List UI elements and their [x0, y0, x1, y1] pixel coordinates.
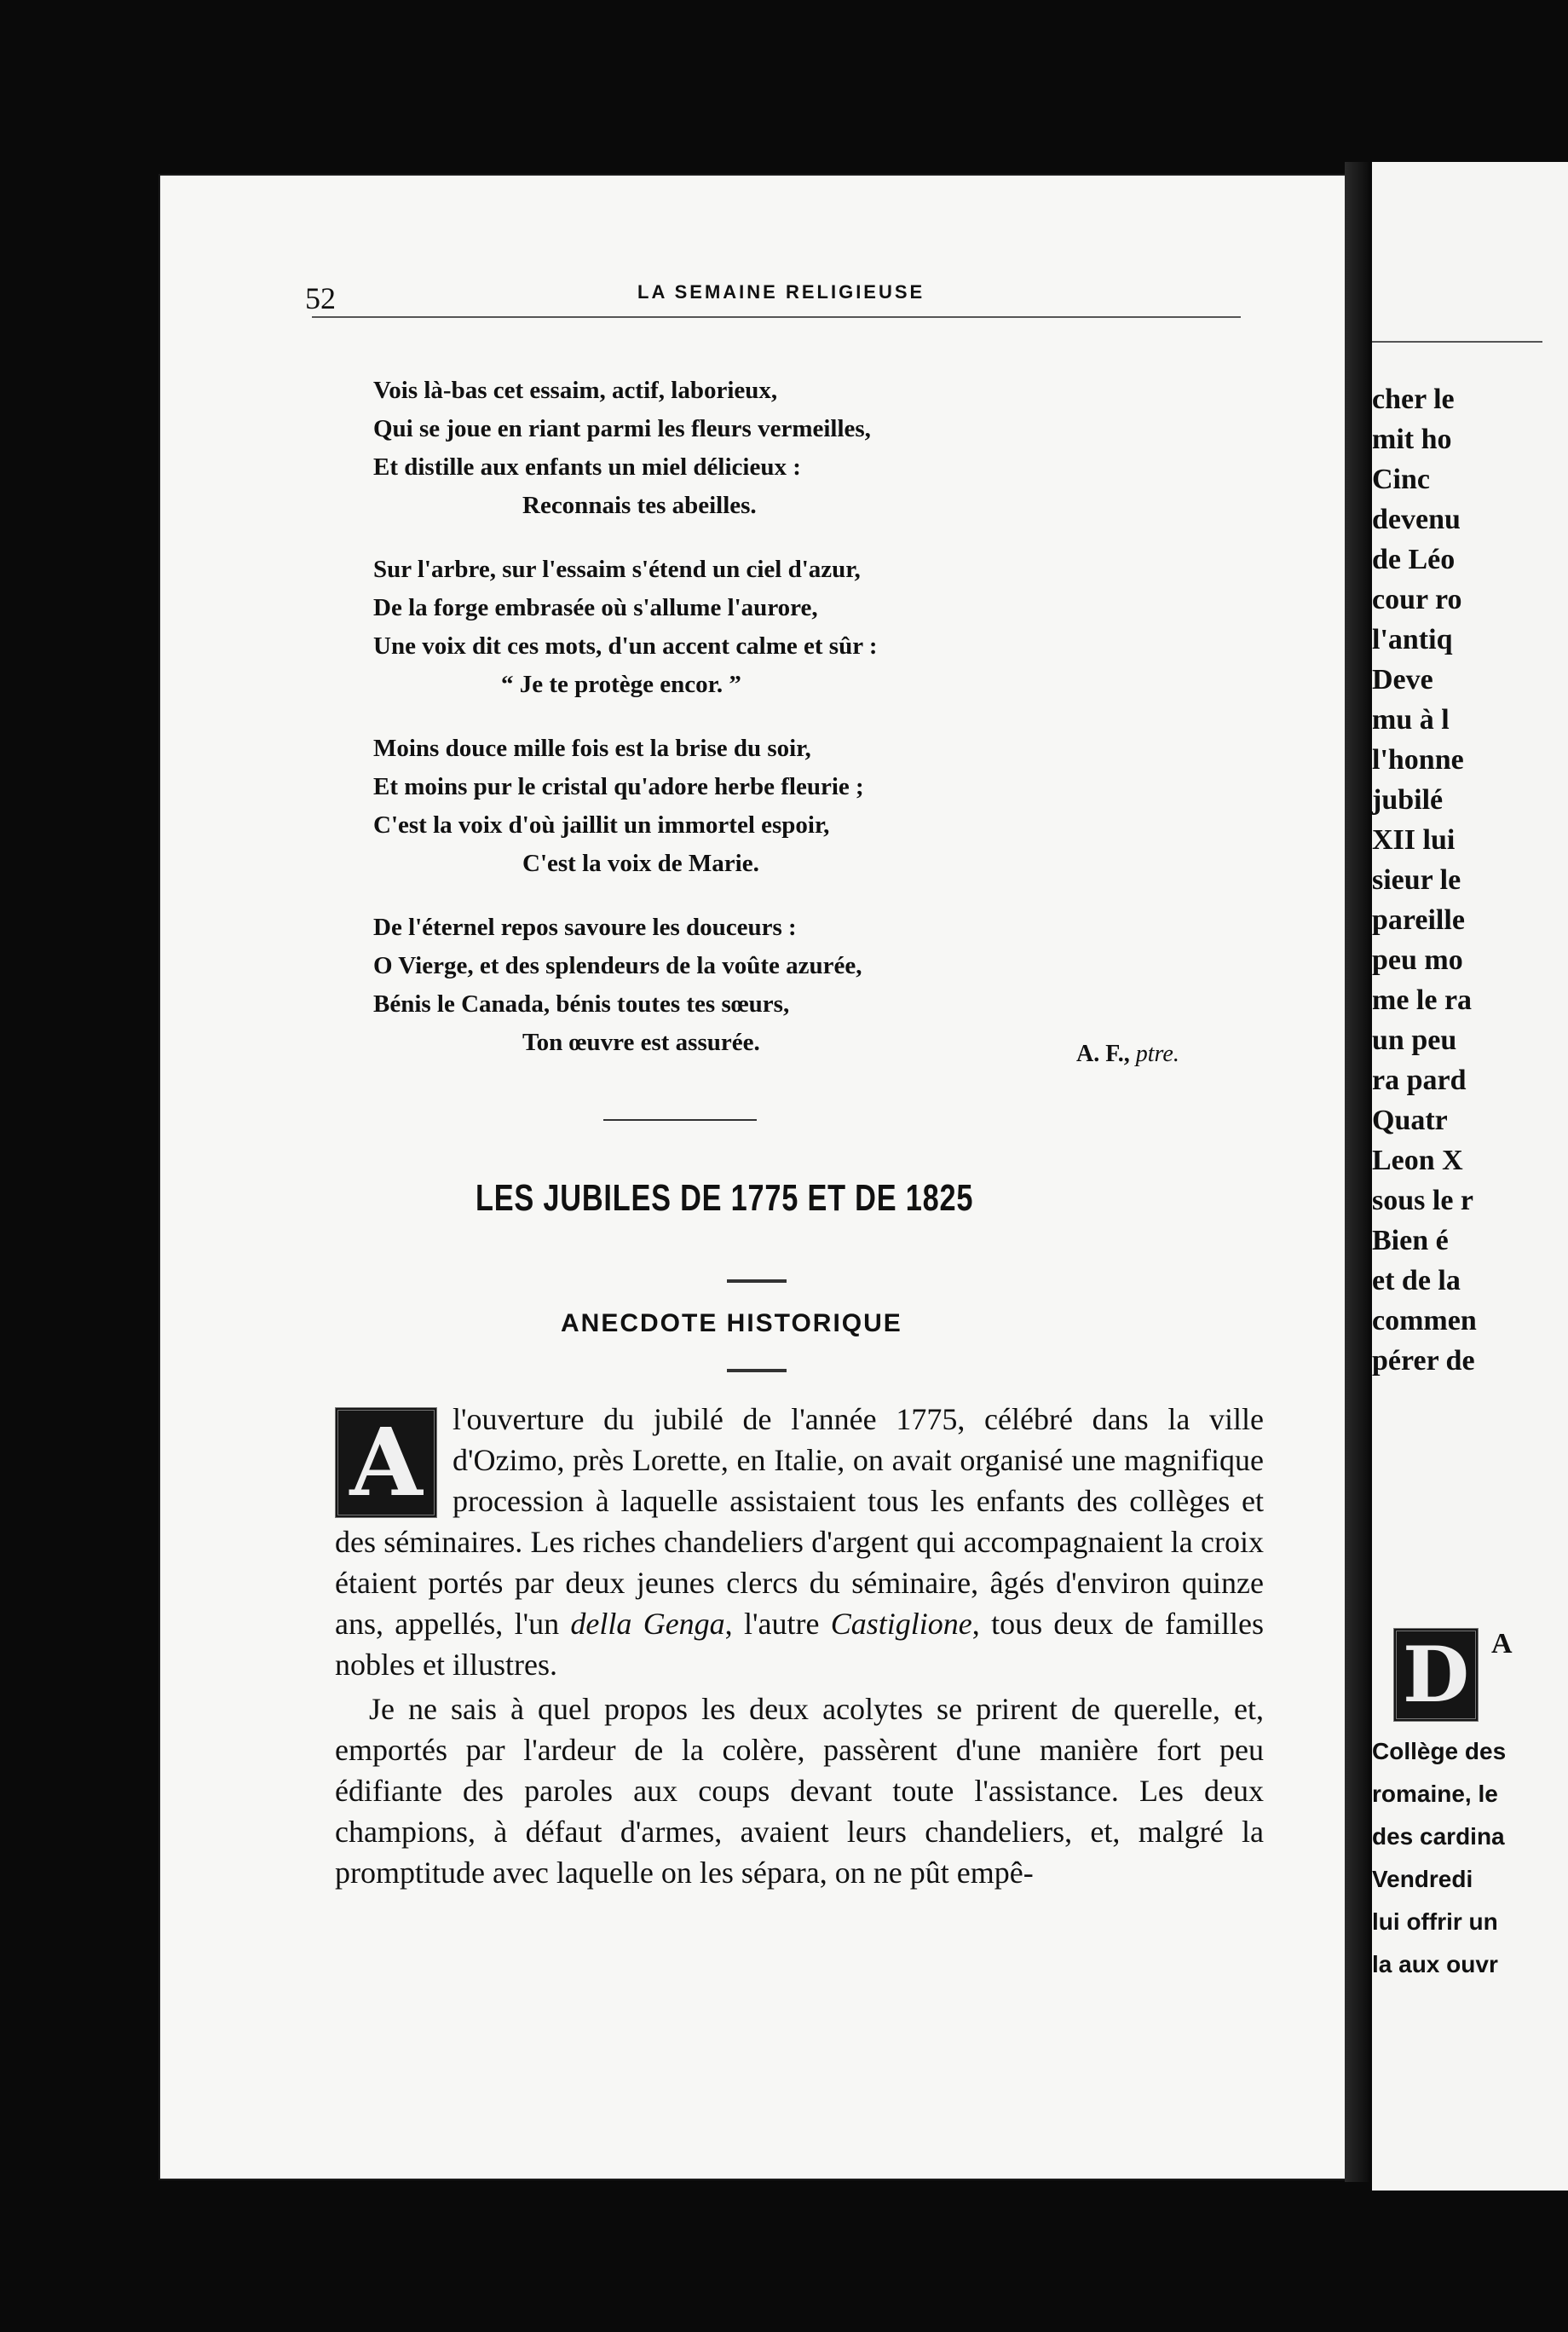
poem-line: O Vierge, et des splendeurs de la voûte azurée,	[373, 952, 862, 979]
poem-stanza	[373, 730, 1225, 883]
right-page-line: la aux ouvr	[1372, 1951, 1498, 1977]
right-page-line: un peu	[1372, 1025, 1457, 1056]
article-paragraph	[335, 1399, 1264, 1685]
poem-line: C'est la voix d'où jaillit un immortel espoir,	[373, 811, 830, 839]
right-page-text	[1372, 379, 1477, 1381]
right-page-line: sieur le	[1372, 864, 1461, 896]
right-page-line: peu mo	[1372, 944, 1463, 976]
person-name: Castiglione	[830, 1607, 972, 1641]
right-page-text	[1372, 1730, 1506, 1986]
poem-stanza	[373, 372, 1225, 525]
right-page-line: Collège des	[1372, 1738, 1507, 1764]
running-head: LA SEMAINE RELIGIEUSE	[637, 281, 925, 303]
article-body	[335, 1399, 1264, 1893]
right-page-line: XII lui	[1372, 824, 1456, 856]
header-rule	[312, 316, 1241, 318]
right-page-line: Cinc	[1372, 464, 1430, 495]
right-page-line: des cardina	[1372, 1823, 1505, 1850]
right-page-line: romaine, le	[1372, 1781, 1498, 1807]
poem-line: Moins douce mille fois est la brise du soir,	[373, 735, 811, 762]
right-page-line: lui offrir un	[1372, 1908, 1498, 1935]
poem-line: Vois là-bas cet essaim, actif, laborieux,	[373, 377, 778, 404]
paragraph-text: , tous deux de familles nobles et illustres.	[335, 1607, 1264, 1682]
right-page	[1372, 162, 1568, 2191]
header-rule	[1372, 341, 1542, 343]
poem-line: De la forge embrasée où s'allume l'aurore,	[373, 594, 818, 621]
right-page-line: mit ho	[1372, 424, 1452, 455]
article-paragraph: Je ne sais à quel propos les deux acolytes se prirent de querelle, et, emportés par l'ardeur de la colère, passèrent d'une manière fort peu édifiante des paroles aux coups devant toute l'assistance. Les deux champions, à défaut d'armes, avaient leurs chandeliers, et, malgré la promptitude avec laquelle on les sépara, on ne pût empê-	[335, 1692, 1264, 1890]
poem-line: Et distille aux enfants un miel délicieux :	[373, 453, 801, 481]
section-divider	[603, 1119, 757, 1121]
poem-line: Une voix dit ces mots, d'un accent calme et sûr :	[373, 632, 878, 660]
person-name: della Genga	[570, 1607, 725, 1641]
right-page-line: pareille	[1372, 904, 1465, 936]
paragraph-text: , l'autre	[724, 1607, 831, 1641]
poem-line: Bénis le Canada, bénis toutes tes sœurs,	[373, 990, 790, 1018]
right-page-line: ra pard	[1372, 1065, 1467, 1096]
right-page-line: de Léo	[1372, 544, 1456, 575]
poem-line: Et moins pur le cristal qu'adore herbe fleurie ;	[373, 773, 864, 800]
poem-line: “ Je te protège encor. ”	[501, 671, 741, 698]
right-page-line: et de la	[1372, 1265, 1461, 1296]
poem-line: Ton œuvre est assurée.	[522, 1029, 760, 1056]
right-page-line: cher le	[1372, 384, 1455, 415]
subtitle-divider	[727, 1369, 787, 1372]
right-page-line: l'antiq	[1372, 624, 1453, 655]
book-gutter	[1345, 162, 1369, 2182]
poem-stanza	[373, 551, 1225, 704]
poem-line: Sur l'arbre, sur l'essaim s'étend un ciel d'azur,	[373, 556, 861, 583]
page-number: 52	[305, 281, 336, 315]
right-page-line: devenu	[1372, 504, 1461, 535]
poem-signature	[1076, 1041, 1179, 1068]
right-page-line: me le ra	[1372, 984, 1473, 1016]
right-page-line: commen	[1372, 1305, 1477, 1336]
right-page-line: sous le r	[1372, 1185, 1473, 1216]
title-divider	[727, 1279, 787, 1283]
left-page	[160, 176, 1345, 2179]
right-page-line: jubilé	[1372, 784, 1444, 816]
dropcap-letter: A	[335, 1407, 437, 1518]
right-page-line: Leon X	[1372, 1145, 1463, 1176]
right-page-line: Quatr	[1372, 1105, 1448, 1136]
poem-stanza	[373, 909, 1225, 1062]
article-subtitle: ANECDOTE HISTORIQUE	[561, 1309, 902, 1337]
paragraph-text: l'ouverture du jubilé de l'année 1775, célébré dans la ville d'Ozimo, près Lorette, en Italie, on avait organisé une magnifique procession à laquelle assistaient tous les enfants des collèges et des séminaires. Les riches chandeliers d'argent qui accompagnaient la croix étaient portés par deux jeunes clercs du séminaire, âgés d'environ quinze ans, appellés, l'un	[335, 1402, 1264, 1641]
right-page-line: cour ro	[1372, 584, 1462, 615]
right-page-text: A	[1491, 1628, 1513, 1660]
poem-line: C'est la voix de Marie.	[522, 850, 759, 877]
poem-line: De l'éternel repos savoure les douceurs :	[373, 914, 797, 941]
signature-initials: A. F.,	[1076, 1041, 1130, 1067]
dropcap-letter: D	[1393, 1628, 1479, 1722]
poem-line: Qui se joue en riant parmi les fleurs vermeilles,	[373, 415, 871, 442]
right-page-line: pérer de	[1372, 1345, 1475, 1377]
poem-line: Reconnais tes abeilles.	[522, 492, 757, 519]
right-page-line: Vendredi	[1372, 1866, 1473, 1892]
right-page-line: l'honne	[1372, 744, 1464, 776]
right-page-line: mu à l	[1372, 704, 1450, 736]
article-title: LES JUBILES DE 1775 ET DE 1825	[476, 1177, 974, 1219]
right-page-line: Bien é	[1372, 1225, 1449, 1256]
poem	[373, 372, 1225, 1088]
signature-title: ptre.	[1135, 1041, 1179, 1067]
right-page-line: Deve	[1372, 664, 1433, 696]
